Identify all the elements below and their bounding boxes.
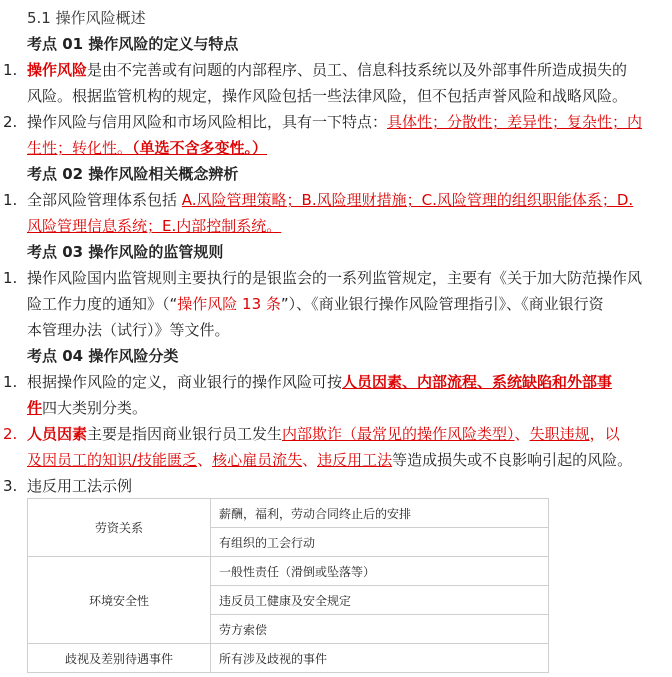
- personnel-text-red: 以: [604, 425, 620, 443]
- regulation-13-rules: 操作风险 13 条: [177, 295, 281, 313]
- list-number: 2.: [3, 113, 18, 131]
- personnel-cont: [27, 447, 632, 473]
- skill-shortage: 及因员工的知识/技能匮乏: [27, 451, 198, 469]
- list-number: 1.: [3, 191, 18, 209]
- system-options-cont: [27, 213, 281, 239]
- list-number: 1.: [3, 373, 18, 391]
- regulation-text-end: 本管理办法（试行）》等文件。: [27, 321, 230, 339]
- section-title: 5.1 操作风险概述: [27, 9, 146, 27]
- personnel-text: 主要是指因商业银行员工发生: [87, 425, 283, 443]
- table-cell: 一般性责任（滑倒或坠落等）: [211, 557, 549, 586]
- regulation-text-part: ”）、《商业银行操作风险管理指引》、《商业银行资: [280, 295, 604, 313]
- table-cell: 劳方索偿: [211, 615, 549, 644]
- features-intro: 操作风险与信用风险和市场风险相比，具有一下特点：: [27, 113, 388, 131]
- term-operational-risk: 操作风险: [27, 61, 88, 79]
- classification-categories: 人员因素、内部流程、系统缺陷和外部事: [342, 373, 613, 391]
- labor-law-example-table: [27, 498, 549, 673]
- features-list-cont: 生性；转化性。: [27, 139, 133, 157]
- definition-text-cont: 风险。根据监管机构的规定，操作风险包括一些法律风险，但不包括声誉风险和战略风险。: [27, 87, 628, 105]
- term-personnel-factor: 人员因素: [27, 425, 88, 443]
- example-caption: 违反用工法示例: [27, 477, 133, 495]
- heading-point-03: 考点 03 操作风险的监管规则: [27, 243, 224, 261]
- table-row: [28, 499, 549, 528]
- classification-intro: 根据操作风险的定义，商业银行的操作风险可按: [27, 373, 343, 391]
- misconduct: 失职违规: [529, 425, 590, 443]
- list-number: 1.: [3, 269, 18, 287]
- internal-fraud: 内部欺诈（最常见的操作风险类型）: [282, 425, 515, 443]
- personnel-text-end: 等造成损失或不良影响引起的风险。: [392, 451, 633, 469]
- features-cont: [27, 135, 267, 161]
- features-note: （单选不含多变性。）: [132, 139, 268, 157]
- heading-point-02: 考点 02 操作风险相关概念辨析: [27, 165, 239, 183]
- separator: ，: [589, 425, 605, 443]
- regulation-text: 操作风险国内监管规则主要执行的是银监会的一系列监管规定，主要有《关于加大防范操作风: [27, 269, 643, 287]
- system-options-text: 风险管理信息系统；E.内部控制系统。: [27, 217, 282, 235]
- separator: 、: [514, 425, 530, 443]
- table-cell: 违反员工健康及安全规定: [211, 586, 549, 615]
- system-intro: 全部风险管理体系包括: [27, 191, 182, 209]
- classification-cont: [27, 395, 147, 421]
- definition-text: 是由不完善或有问题的内部程序、员工、信息科技系统以及外部事件所造成损失的: [87, 61, 628, 79]
- table-row: [28, 557, 549, 586]
- list-number: 3.: [3, 477, 18, 495]
- regulation-text-cont: [27, 291, 604, 317]
- labor-law-violation: 违反用工法: [317, 451, 393, 469]
- regulation-text-part: 险工作力度的通知》（“: [27, 295, 178, 313]
- key-staff-loss: 核心雇员流失: [212, 451, 303, 469]
- features-list: 具体性；分散性；差异性；复杂性；内: [387, 113, 643, 131]
- list-number: 1.: [3, 61, 18, 79]
- heading-point-04: 考点 04 操作风险分类: [27, 347, 179, 365]
- table-category: 环境安全性: [28, 557, 211, 644]
- table-category: 歧视及差别待遇事件: [28, 644, 211, 673]
- table-cell: 薪酬，福利，劳动合同终止后的安排: [211, 499, 549, 528]
- table-row: [28, 644, 549, 673]
- separator: 、: [302, 451, 318, 469]
- heading-point-01: 考点 01 操作风险的定义与特点: [27, 35, 239, 53]
- list-number: 2.: [3, 425, 18, 443]
- system-options: A.风险管理策略；B.风险理财措施；C.风险管理的组织职能体系；D.: [181, 191, 634, 209]
- separator: 、: [197, 451, 213, 469]
- classification-categories-end: 件: [27, 399, 43, 417]
- table-category: 劳资关系: [28, 499, 211, 557]
- table-cell: 有组织的工会行动: [211, 528, 549, 557]
- table-cell: 所有涉及歧视的事件: [211, 644, 549, 673]
- classification-text: 四大类别分类。: [42, 399, 148, 417]
